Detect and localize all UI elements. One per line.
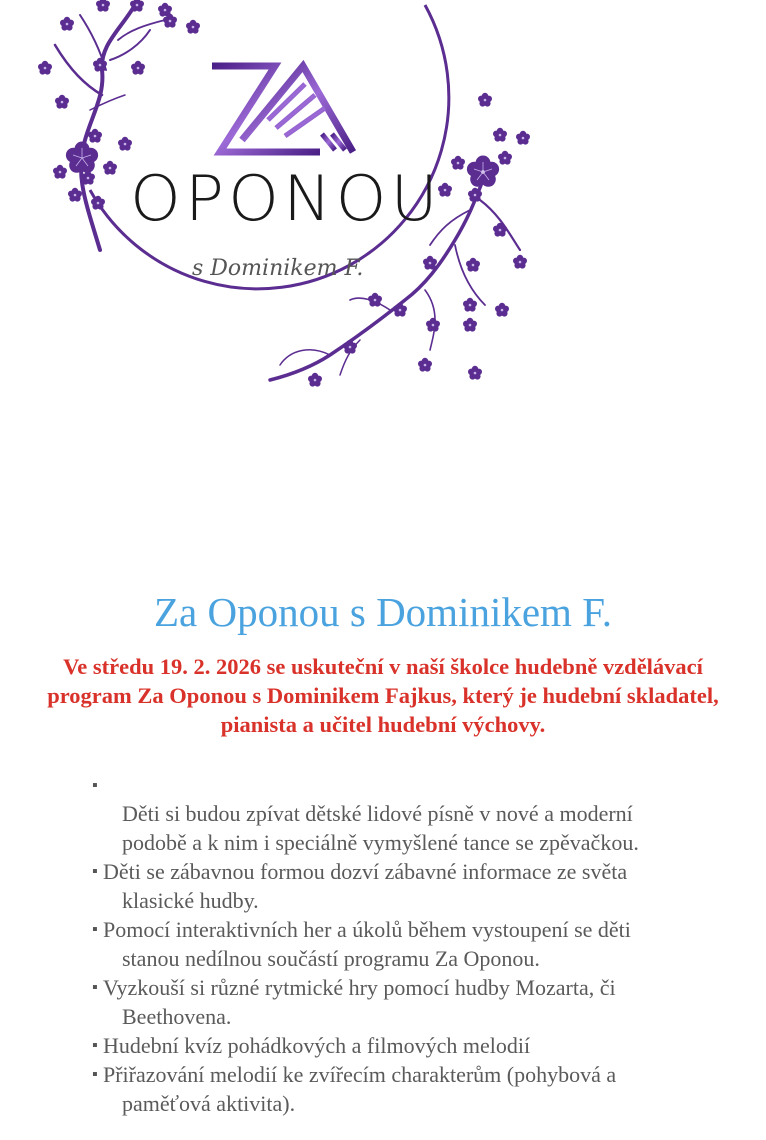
logo-wordmark: OPONOU — [130, 162, 442, 235]
bullet-icon: ▪ — [92, 979, 98, 996]
list-item: ▪ Děti si budou zpívat dětské lidové písně v nové a moderní podobě a k nim i speciálně vymyšlené tance se zpěvačkou. — [92, 771, 712, 857]
bullet-icon: ▪ — [92, 1066, 98, 1083]
bullet-icon: ▪ — [92, 863, 98, 880]
za-oponou-logo — [30, 0, 550, 390]
list-item: ▪ Děti se zábavnou formou dozví zábavné informace ze světa klasické hudby. — [92, 859, 628, 913]
list-item: ▪ Hudební kvíz pohádkových a filmových melodií — [92, 1033, 531, 1058]
program-list — [92, 771, 712, 1118]
page-title: Za Oponou s Dominikem F. — [154, 589, 612, 635]
intro-paragraph: Ve středu 19. 2. 2026 se uskuteční v naší školce hudebně vzdělávací program Za Oponou s Dominikem Fajkus, který je hudební skladatel, pianista a učitel hudební výchovy. — [47, 654, 719, 737]
list-item: ▪ Vyzkouší si různé rytmické hry pomocí hudby Mozarta, či Beethovena. — [92, 975, 616, 1029]
bullet-icon: ▪ — [92, 921, 98, 938]
list-item: ▪ Pomocí interaktivních her a úkolů během vystoupení se děti stanou nedílnou součástí programu Za Oponou. — [92, 917, 631, 971]
logo-tagline: s Dominikem F. — [192, 256, 364, 281]
logo-circle — [90, 5, 449, 289]
bullet-icon: ▪ — [92, 777, 98, 794]
list-item: ▪ Přiřazování melodií ke zvířecím charakterům (pohybová a paměťová aktivita). — [92, 1062, 617, 1116]
bullet-icon: ▪ — [92, 1037, 98, 1054]
